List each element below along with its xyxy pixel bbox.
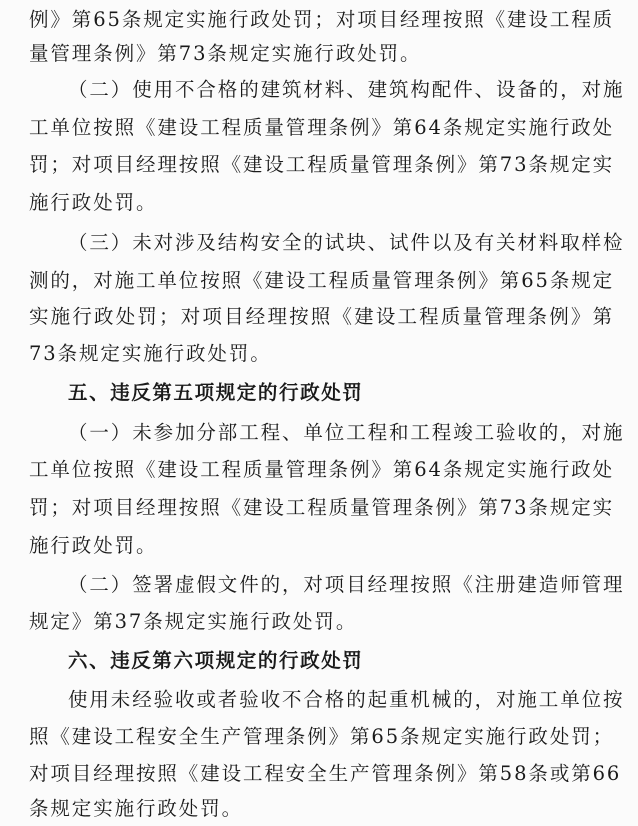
text-line: 照《建设工程安全生产管理条例》第65条规定实施行政处罚；: [29, 725, 615, 748]
text-line: 工单位按照《建设工程质量管理条例》第64条规定实施行政处: [29, 458, 615, 481]
paragraph-start-line: （一）未参加分部工程、单位工程和工程竣工验收的，对施: [68, 421, 625, 444]
text-line: 施行政处罚。: [29, 534, 158, 557]
section-heading: 五、违反第五项规定的行政处罚: [68, 381, 364, 404]
text-line: 施行政处罚。: [29, 191, 158, 214]
section-heading: 六、违反第六项规定的行政处罚: [68, 649, 364, 672]
text-line: 实施行政处罚；对项目经理按照《建设工程质量管理条例》第: [29, 305, 614, 328]
text-line: 条规定实施行政处罚。: [29, 797, 244, 820]
text-line: 73条规定实施行政处罚。: [29, 342, 272, 365]
text-line: 罚；对项目经理按照《建设工程质量管理条例》第73条规定实: [29, 153, 615, 176]
text-line: 规定》第37条规定实施行政处罚。: [29, 610, 358, 633]
text-line: 例》第65条规定实施行政处罚；对项目经理按照《建设工程质: [29, 8, 615, 31]
text-line: 测的，对施工单位按照《建设工程质量管理条例》第65条规定: [29, 269, 615, 292]
paragraph-start-line: （二）签署虚假文件的，对项目经理按照《注册建造师管理: [68, 573, 625, 596]
paragraph-start-line: （二）使用不合格的建筑材料、建筑构配件、设备的，对施: [68, 78, 625, 101]
paragraph-start-line: 使用未经验收或者验收不合格的起重机械的，对施工单位按: [68, 688, 625, 711]
text-line: 对项目经理按照《建设工程安全生产管理条例》第58条或第66: [29, 762, 622, 785]
text-line: 工单位按照《建设工程质量管理条例》第64条规定实施行政处: [29, 116, 615, 139]
paragraph-start-line: （三）未对涉及结构安全的试块、试件以及有关材料取样检: [68, 231, 625, 254]
text-line: 罚；对项目经理按照《建设工程质量管理条例》第73条规定实: [29, 496, 615, 519]
text-line: 量管理条例》第73条规定实施行政处罚。: [29, 42, 422, 65]
